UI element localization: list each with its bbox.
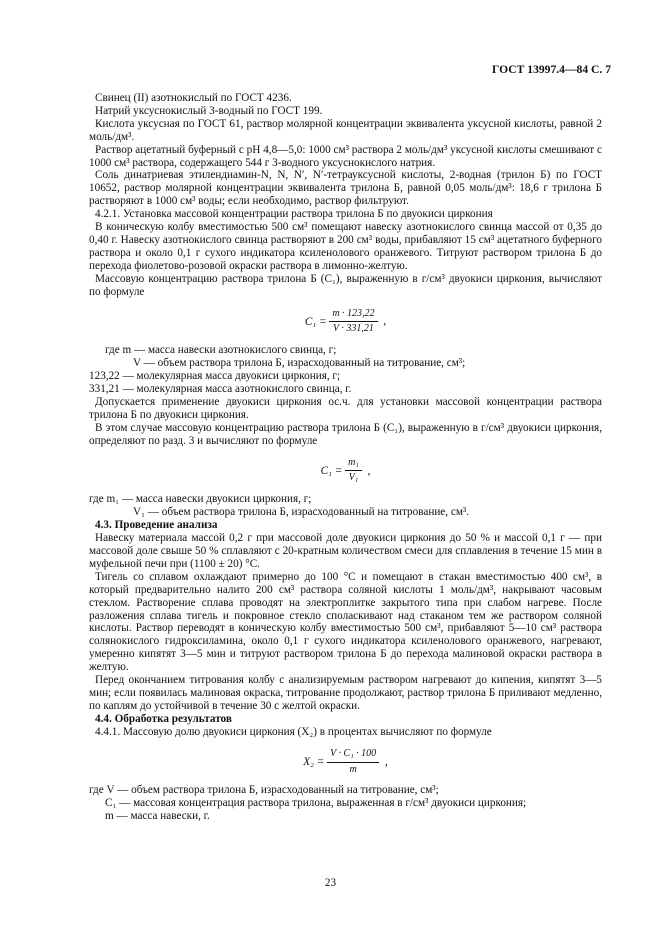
page-header: ГОСТ 13997.4—84 С. 7 [492, 63, 611, 76]
denominator: V · 331,21 [332, 323, 374, 335]
paragraph: Тигель со сплавом охлаждают примерно до 100 °С и помещают в стакан вместимостью 400 см³, в который предварительно налито 200 см³ раствора соляной кислоты 1 моль/дм³, накрывают часовым стеклом. Растворение сплава проводят на электроплитке закрытого типа при слабом нагреве. После разложения сплава тигель и покровное стекло споласкивают над стаканом тем же раствором соляной кислоты. Раствор переводят в коническую колбу вместимостью 500 см³, прибавляют 5—10 см³ раствора солянокислого гидроксиламина, около 0,1 г сухого индикатора ксиленолового оранжевого, нагревают, умеренно кипятят 3—5 мин и титруют раствором трилона Б до перехода малиновой окраски раствора в желтую. [89, 570, 602, 674]
where-line: V — объем раствора трилона Б, израсходованный на титрование, см³; [133, 357, 466, 370]
numerator: m₁ [345, 457, 362, 472]
where-line: где V — объем раствора трилона Б, израсходованный на титрование, см³; [89, 784, 439, 797]
paragraph: Перед окончанием титрования колбу с анализируемым раствором нагревают до кипения, кипятят 3—5 мин; если появилась малиновая окраска, титрование продолжают, раствор трилона Б приливают медленно, по каплям до устойчивой в течение 30 с желтой окраски. [89, 674, 602, 712]
paragraph: Натрий уксуснокислый 3-водный по ГОСТ 199. [95, 104, 323, 117]
paragraph: Соль динатриевая этилендиамин-N, N, N′, N′-тетрауксусной кислоты, 2-водная (трилон Б) по ГОСТ 10652, раствор молярной концентрации эквивалента трилона Б, равной 0,05 моль/дм³: 18,6 г трилона Б растворяют в 1000 см³ воды; если необходимо, раствор фильтруют. [89, 169, 602, 208]
formula-lhs: X₂ = [303, 755, 325, 768]
where-line: C₁ — массовая концентрация раствора трилона, выраженная в г/см³ двуокиси циркония; [105, 797, 527, 810]
formula-tail: , [384, 755, 388, 768]
fraction [329, 308, 377, 337]
paragraph: 4.4.1. Массовую долю двуокиси циркония (X₂) в процентах вычисляют по формуле [95, 725, 492, 738]
document-body [89, 92, 602, 823]
paragraph: В коническую колбу вместимостью 500 см³ помещают навеску азотнокислого свинца массой от 0,35 до 0,40 г. Навеску азотнокислого свинца растворяют в 200 см³ воды, прибавляют 15 см³ ацетатного буферного раствора и около 0,1 г сухого индикатора ксиленолового оранжевого. Титруют раствором трилона Б до перехода фиолетово-розовой окраски раствора в лимонно-желтую. [89, 221, 602, 272]
denominator: m [349, 763, 357, 775]
subsection-heading: 4.2.1. Установка массовой концентрации раствора трилона Б по двуокиси циркония [95, 208, 493, 221]
page-number: 23 [324, 877, 337, 889]
paragraph: Массовую концентрацию раствора трилона Б (C₁), выраженную в г/см³ двуокиси циркония, вычисляют по формуле [89, 272, 602, 298]
formula-lhs: C₁ = [304, 315, 327, 328]
numerator: V · C₁ · 100 [327, 748, 379, 763]
paragraph: Навеску материала массой 0,2 г при массовой доле двуокиси циркония до 50 % и массой 0,1 г — при массовой доле свыше 50 % сплавляют с 20-кратным количеством смеси для сплавления в течение 15 мин в муфельной печи при (1100 ± 20) °С. [89, 532, 602, 570]
where-line: m — масса навески, г. [105, 810, 210, 823]
paragraph: Свинец (II) азотнокислый по ГОСТ 4236. [95, 92, 292, 104]
where-line: где m₁ — масса навески двуокиси циркония, г; [89, 493, 312, 506]
numerator: m · 123,22 [329, 308, 377, 323]
fraction [327, 748, 379, 777]
fraction [345, 457, 362, 486]
denominator: V₁ [348, 472, 359, 484]
where-line: где m — масса навески азотнокислого свинца, г; [105, 344, 337, 357]
section-heading: 4.3. Проведение анализа [95, 519, 218, 532]
where-line: 123,22 — молекулярная масса двуокиси циркония, г; [89, 370, 341, 383]
paragraph: В этом случае массовую концентрацию раствора трилона Б (C₁), выраженную в г/см³ двуокиси циркония, определяют по разд. 3 и вычисляют по формуле [89, 421, 602, 447]
formula-c1-alt [89, 457, 602, 486]
formula-tail: , [367, 464, 371, 477]
formula-lhs: C₁ = [320, 464, 343, 477]
formula-tail: , [383, 315, 387, 328]
paragraph: Допускается применение двуокиси циркония ос.ч. для установки массовой концентрации раствора трилона Б по двуокиси циркония. [89, 395, 602, 421]
paragraph: Раствор ацетатный буферный с рН 4,8—5,0: 1000 см³ раствора 2 моль/дм³ уксусной кислоты смешивают с 1000 см³ раствора, содержащего 544 г 3-водного уксуснокислого натрия. [89, 143, 602, 169]
paragraph: Кислота уксусная по ГОСТ 61, раствор молярной концентрации эквивалента уксусной кислоты, равной 2 моль/дм³. [89, 117, 602, 143]
where-line: V₁ — объем раствора трилона Б, израсходованный на титрование, см³. [133, 506, 470, 519]
where-line: 331,21 — молекулярная масса азотнокислого свинца, г. [89, 383, 352, 396]
section-heading: 4.4. Обработка результатов [95, 712, 232, 725]
formula-c1 [89, 308, 602, 337]
formula-x2 [89, 748, 602, 777]
